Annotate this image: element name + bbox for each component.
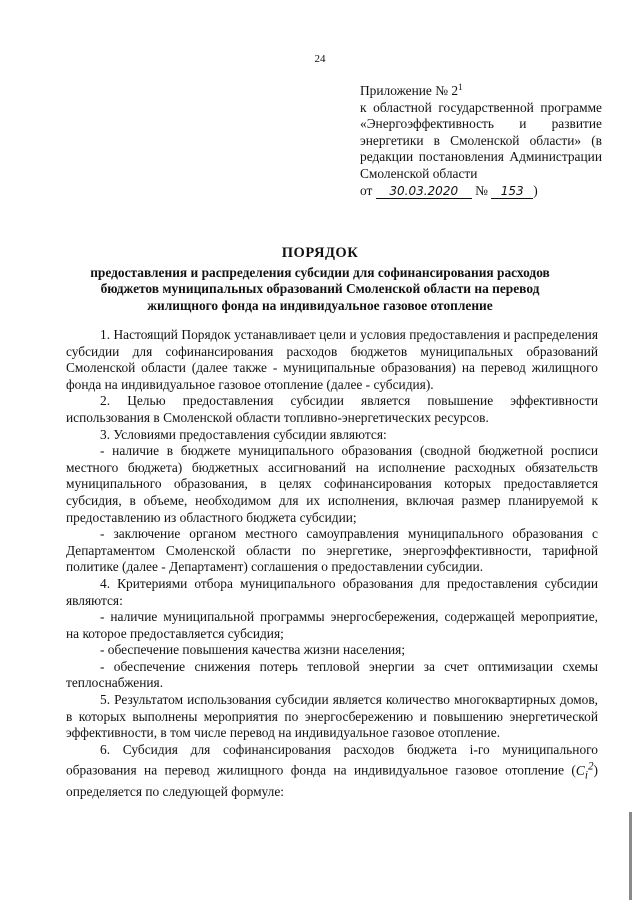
paragraph-5: 5. Результатом использования субсидии является количество многоквартирных домов, в которых выполнены мероприятия по энергосбережению и повышению энергетической эффективности, в том числе перевод на индивидуальное газовое отопление. bbox=[66, 692, 598, 741]
number-prefix: № bbox=[475, 182, 488, 198]
close-paren: ) bbox=[533, 182, 538, 198]
paragraph-6: 6. Субсидия для софинансирования расходов бюджета i-го муниципального образования на перевод жилищного фонда на индивидуальное газовое отопление $(C_i^2)$ определяется по следующей формуле: bbox=[66, 741, 598, 800]
list-item: - обеспечение снижения потерь тепловой энергии за счет оптимизации схемы теплоснабжения. bbox=[66, 658, 598, 691]
list-item: - заключение органом местного самоуправления муниципального образования с Департаментом Смоленской области по энергетике, энергоэффективности, тарифной политике (далее - Департамент) соглашения о предоставлении субсидии. bbox=[66, 526, 598, 575]
list-item: - наличие в бюджете муниципального образования (сводной бюджетной росписи местного бюджета) бюджетных ассигнований на исполнение расходных обязательств муниципального образования, в целях софинансирования которых предоставляется субсидия, в объеме, необходимом для их исполнения, включая размер планируемой к предоставлению из областного бюджета субсидии; bbox=[66, 443, 598, 525]
appendix-signature-line bbox=[360, 183, 602, 200]
list-item: - обеспечение повышения качества жизни населения; bbox=[100, 642, 406, 658]
appendix-title: Приложение № $2^1$ bbox=[360, 82, 463, 98]
page-number: 24 bbox=[314, 53, 326, 65]
paragraph-4: 4. Критериями отбора муниципального образования для предоставления субсидии являются: bbox=[66, 575, 598, 608]
formula-symbol: $C_i^2$ bbox=[575, 760, 594, 782]
handwritten-date: 30.03.2020 bbox=[376, 184, 472, 199]
appendix-text: к областной государственной программе «Энергоэффективность и развитие энергетики в Смоленской области» (в редакции постановления Администрации Смоленской области bbox=[360, 99, 602, 181]
paragraph-2: 2. Целью предоставления субсидии является повышение эффективности использования в Смоленской области топливно-энергетических ресурсов. bbox=[66, 393, 598, 425]
document-heading: ПОРЯДОК bbox=[281, 245, 359, 261]
date-prefix: от bbox=[360, 182, 373, 198]
list-item: - наличие муниципальной программы энергосбережения, содержащей мероприятие, на которое предоставляется субсидия; bbox=[66, 609, 598, 641]
appendix-block bbox=[360, 83, 602, 199]
document-subheading: предоставления и распределения субсидии для софинансирования расходов бюджетов муниципальных образований Смоленской области на перевод жилищного фонда на индивидуальное газовое отопление bbox=[90, 265, 550, 313]
handwritten-number: 153 bbox=[491, 184, 533, 199]
paragraph-3: 3. Условиями предоставления субсидии являются: bbox=[100, 426, 387, 442]
scan-edge-mark bbox=[629, 812, 632, 900]
paragraph-1: 1. Настоящий Порядок устанавливает цели и условия предоставления и распределения субсидии для софинансирования расходов бюджетов муниципальных образований Смоленской области (далее также - муниципальные образования) на перевод жилищного фонда на индивидуальное газовое отопление (далее - субсидия). bbox=[66, 327, 598, 392]
document-body bbox=[66, 327, 598, 801]
